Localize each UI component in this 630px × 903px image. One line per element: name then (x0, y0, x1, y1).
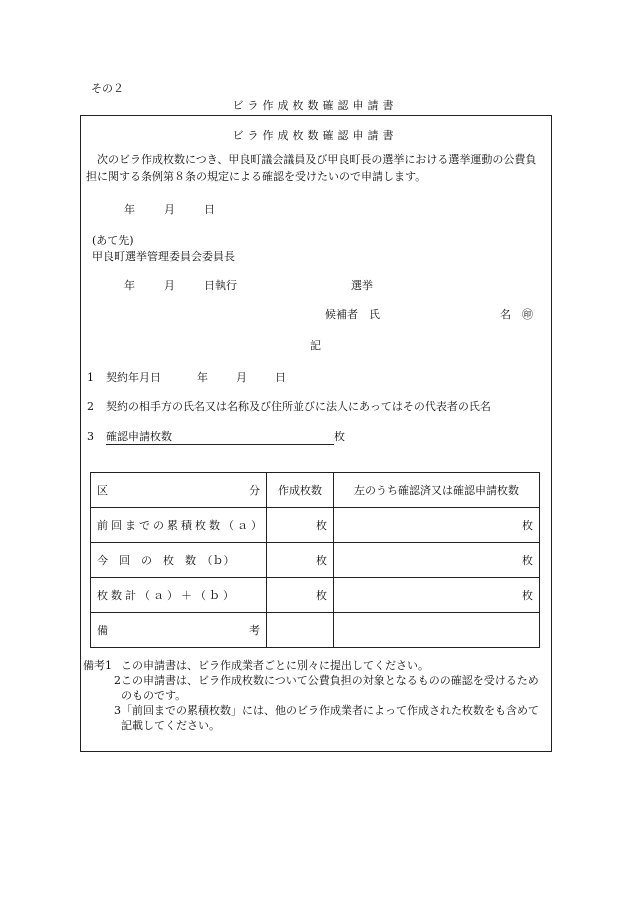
item-number: 2 (87, 400, 94, 413)
row-label: 今 回 の 枚 数 （ｂ） (91, 543, 267, 578)
contract-month: 月 (236, 371, 247, 384)
header-category-left: 区 (97, 484, 108, 497)
note-text: 「前回までの累積枚数」には、他のビラ作成業者によって作成された枚数をも含めて記載してください。 (121, 704, 539, 732)
note-text: この申請書は、ビラ作成業者ごとに別々に提出してください。 (121, 659, 429, 672)
note-item (83, 703, 549, 733)
note-number-wrap (83, 673, 121, 703)
ki-label: 記 (310, 339, 321, 352)
header-created: 作成枚数 (267, 473, 334, 508)
row-created-unit: 枚 (267, 578, 334, 613)
form-title: ビラ作成枚数確認申請書 (232, 129, 398, 142)
table-row (91, 543, 540, 578)
contract-year: 年 (197, 371, 208, 384)
row-created-unit: 枚 (267, 543, 334, 578)
addressee-label: (あて先) (92, 234, 134, 247)
remarks-left: 備 (97, 624, 108, 637)
row-confirmed-unit: 枚 (334, 578, 540, 613)
note-number-wrap (83, 703, 121, 733)
count-table (90, 472, 540, 648)
item-number: 3 (87, 430, 94, 443)
item-number: 1 (87, 371, 94, 384)
notes (83, 658, 549, 733)
intro-text: 次のビラ作成枚数につき、甲良町議会議員及び甲良町長の選挙における選挙運動の公費負担に関する条例第８条の規定による確認を受けたいので申請します。 (86, 153, 537, 183)
header-confirmed: 左のうち確認済又は確認申請枚数 (334, 473, 540, 508)
date-month: 月 (164, 203, 175, 216)
item-requested-count (87, 428, 345, 445)
row-confirmed-unit: 枚 (334, 508, 540, 543)
candidate-label: 候補者 氏 (325, 308, 380, 321)
requested-count-field (106, 428, 334, 445)
header-category (91, 473, 267, 508)
name-seal: 名 ㊞ (500, 308, 533, 321)
note-text: この申請書は、ビラ作成枚数について公費負担の対象となるものの確認を受けるためのものです。 (121, 674, 539, 702)
contract-day: 日 (275, 371, 286, 384)
application-date (124, 201, 215, 217)
date-day: 日 (204, 203, 215, 216)
row-created-unit: 枚 (267, 508, 334, 543)
page-title: ビラ作成枚数確認申請書 (232, 99, 398, 112)
election-day: 日執行 (204, 279, 237, 292)
note-number: 1 (105, 659, 112, 672)
addressee: 甲良町選挙管理委員会委員長 (92, 250, 235, 263)
item-label: 確認申請枚数 (106, 430, 172, 443)
table-row (91, 508, 540, 543)
note-prefix-text: 備考 (83, 659, 105, 672)
item-contractor (87, 398, 491, 414)
item-contract-date (87, 369, 286, 385)
row-label: 枚数計（ａ）＋（ｂ） (91, 578, 267, 613)
item-label: 契約の相手方の氏名又は名称及び住所並びに法人にあってはその代表者の氏名 (106, 400, 491, 413)
row-confirmed-unit: 枚 (334, 543, 540, 578)
remarks-confirmed (334, 613, 540, 648)
election-month: 月 (164, 279, 175, 292)
item-label: 契約年月日 (106, 371, 161, 384)
table-remarks-row (91, 613, 540, 648)
date-year: 年 (124, 203, 135, 216)
table-header-row (91, 473, 540, 508)
unit-label: 枚 (334, 430, 345, 443)
table-row (91, 578, 540, 613)
row-label: 前回までの累積枚数（ａ） (91, 508, 267, 543)
form-number: その２ (91, 82, 124, 95)
remarks-created (267, 613, 334, 648)
note-number: 3 (114, 704, 121, 717)
note-item (83, 658, 549, 673)
remarks-right: 考 (249, 624, 260, 637)
header-category-right: 分 (249, 484, 260, 497)
note-prefix (83, 658, 121, 673)
election-date (124, 277, 237, 293)
election-label: 選挙 (351, 279, 373, 292)
remarks-label (91, 613, 267, 648)
note-item (83, 673, 549, 703)
election-year: 年 (124, 279, 135, 292)
note-number: 2 (114, 674, 121, 687)
